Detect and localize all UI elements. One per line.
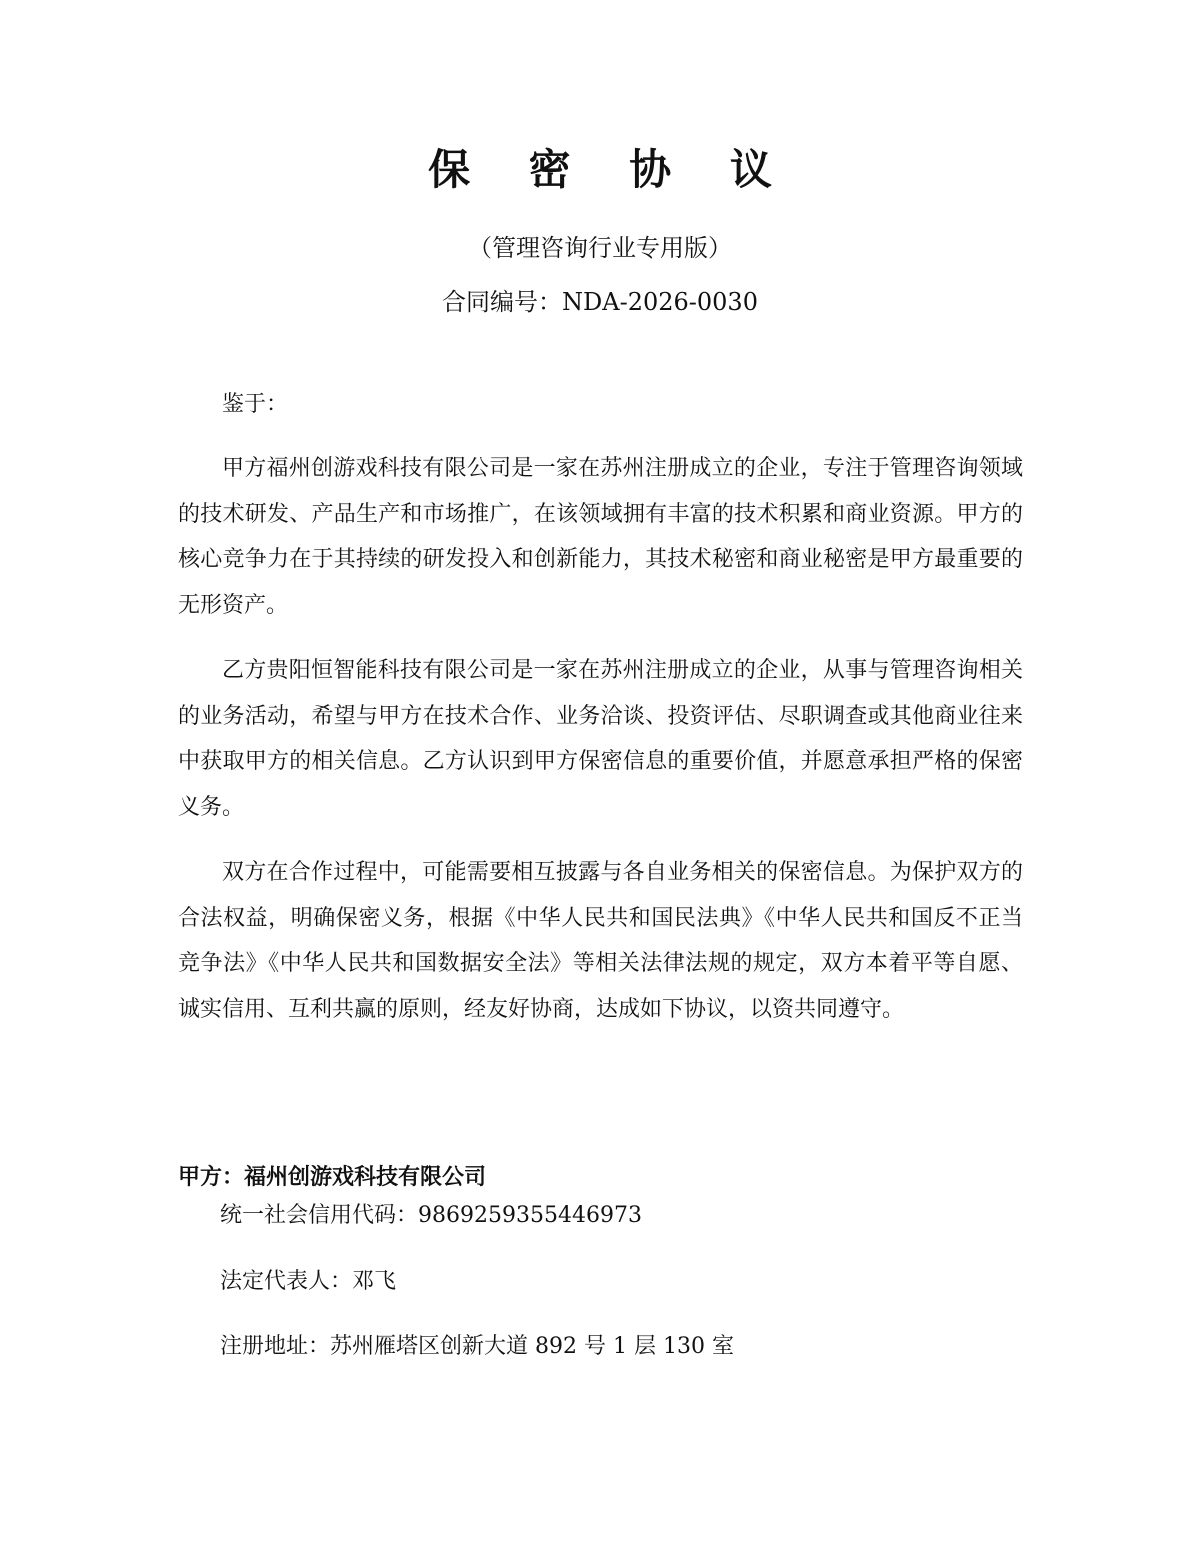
contract-number: 合同编号：NDA-2026-0030 [442, 288, 758, 316]
party-a-address: 注册地址：苏州雁塔区创新大道 892 号 1 层 130 室 [220, 1334, 734, 1359]
recital-party-b [178, 648, 1023, 830]
document-title: 保 密 协 议 [428, 145, 794, 194]
recital-party-a [178, 446, 1023, 628]
party-a-heading: 甲方：福州创游戏科技有限公司 [178, 1165, 487, 1190]
whereas-label: 鉴于： [222, 392, 289, 417]
paragraph-text: 甲方福州创游戏科技有限公司是一家在苏州注册成立的企业，专注于管理咨询领域的技术研发、产品生产和市场推广，在该领域拥有丰富的技术积累和商业资源。甲方的核心竞争力在于其持续的研发投入和创新能力，其技术秘密和商业秘密是甲方最重要的无形资产。 [178, 456, 1023, 618]
party-a-legal-rep: 法定代表人：邓飞 [220, 1269, 397, 1294]
party-a-credit-code: 统一社会信用代码：9869259355446973 [220, 1203, 642, 1228]
paragraph-text: 乙方贵阳恒智能科技有限公司是一家在苏州注册成立的企业，从事与管理咨询相关的业务活动，希望与甲方在技术合作、业务洽谈、投资评估、尽职调查或其他商业往来中获取甲方的相关信息。乙方认识到甲方保密信息的重要价值，并愿意承担严格的保密义务。 [178, 658, 1023, 820]
paragraph-text: 双方在合作过程中，可能需要相互披露与各自业务相关的保密信息。为保护双方的合法权益，明确保密义务，根据《中华人民共和国民法典》《中华人民共和国反不正当竞争法》《中华人民共和国数据安全法》等相关法律法规的规定，双方本着平等自愿、诚实信用、互利共赢的原则，经友好协商，达成如下协议，以资共同遵守。 [178, 860, 1023, 1022]
recital-purpose [178, 850, 1023, 1032]
document-subtitle: （管理咨询行业专用版） [468, 234, 732, 262]
